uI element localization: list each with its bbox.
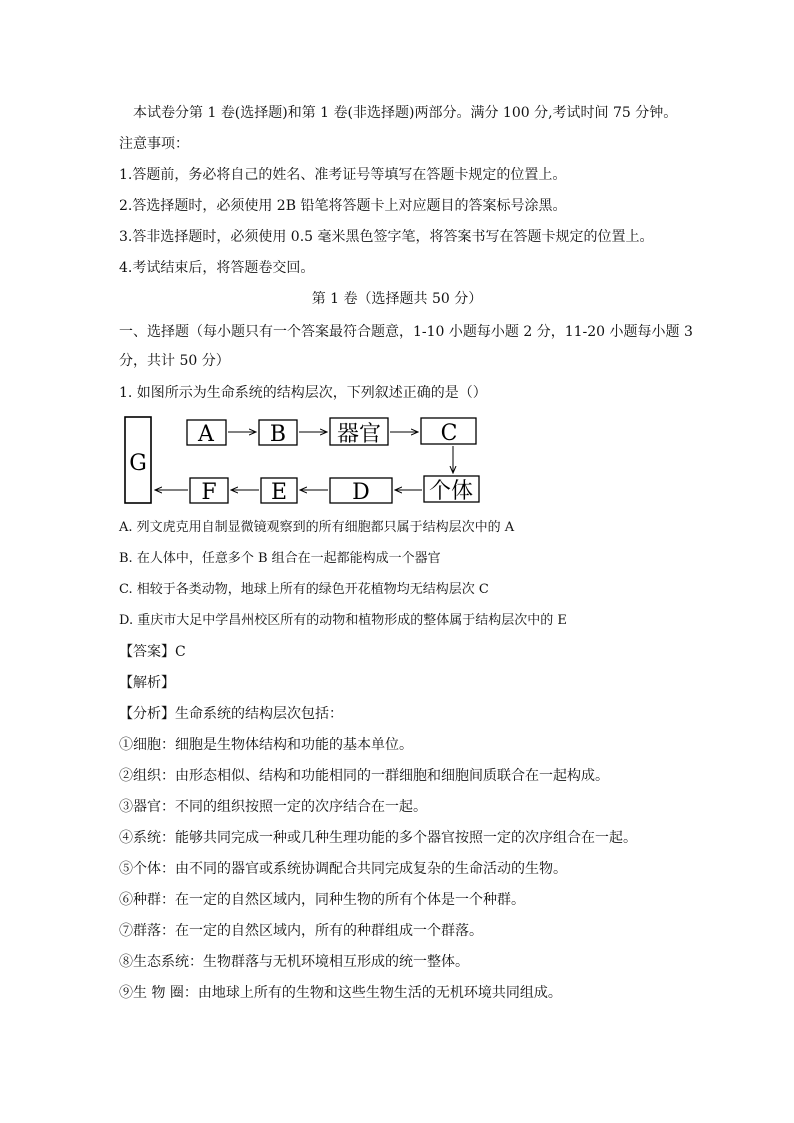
level-label-f: F [201,480,217,505]
section-heading-line1: 一、选择题（每小题只有一个答案最符合题意，1-10 小题每小题 2 分，11-20 小题每小题 3 [119,324,693,340]
analysis-item: ③器官：不同的组织按照一定的次序结合在一起。 [119,799,427,815]
note-item: 1.答题前，务必将自己的姓名、准考证号等填写在答题卡规定的位置上。 [119,167,567,183]
option-a: A. 列文虎克用自制显微镜观察到的所有细胞都只属于结构层次中的 A [119,520,515,535]
option-b: B. 在人体中，任意多个 B 组合在一起都能构成一个器官 [119,551,441,566]
analysis-item: ⑦群落：在一定的自然区域内，所有的种群组成一个群落。 [119,923,483,939]
level-label-d: D [352,480,370,505]
level-label-a: A [198,422,214,447]
question-1-stem: 1. 如图所示为生命系统的结构层次，下列叙述正确的是（） [119,385,487,401]
analysis-heading: 【解析】 [119,675,175,691]
analysis-item: ②组织：由形态相似、结构和功能相同的一群细胞和细胞间质联合在一起构成。 [119,768,609,784]
intro-text: 本试卷分第 1 卷(选择题)和第 1 卷(非选择题)两部分。满分 100 分,考试时间 75 分钟。 [133,105,678,121]
option-c: C. 相较于各类动物，地球上所有的绿色开花植物均无结构层次 C [119,582,489,597]
note-item: 3.答非选择题时，必须使用 0.5 毫米黑色签字笔，将答案书写在答题卡规定的位置上。 [119,229,654,245]
level-label-e: E [270,480,288,505]
answer: 【答案】C [119,644,186,660]
analysis-item: ⑥种群：在一定的自然区域内，同种生物的所有个体是一个种群。 [119,892,525,908]
analysis-item: ⑧生态系统：生物群落与无机环境相互形成的统一整体。 [119,954,469,970]
analysis-item: ①细胞：细胞是生物体结构和功能的基本单位。 [119,737,413,753]
note-item: 2.答选择题时，必须使用 2B 铅笔将答题卡上对应题目的答案标号涂黑。 [119,198,567,214]
option-d: D. 重庆市大足中学昌州校区所有的动物和植物形成的整体属于结构层次中的 E [119,613,567,628]
analysis-item: ⑨生 物 圈：由地球上所有的生物和这些生物生活的无机环境共同组成。 [119,985,562,1001]
level-label-individual: 个体 [428,479,474,504]
level-label-b: B [269,422,287,447]
analysis-intro: 【分析】生命系统的结构层次包括： [119,706,343,722]
level-label-c: C [440,421,458,446]
level-label-organ: 器官 [336,422,382,447]
structure-levels-diagram [118,410,488,510]
section-heading-line2: 分，共计 50 分） [119,353,230,369]
analysis-item: ⑤个体：由不同的器官或系统协调配合共同完成复杂的生命活动的生物。 [119,861,567,877]
notes-heading: 注意事项： [119,136,189,152]
analysis-item: ④系统：能够共同完成一种或几种生理功能的多个器官按照一定的次序组合在一起。 [119,830,637,846]
level-label-g: G [129,451,147,476]
volume-title: 第 1 卷（选择题共 50 分） [311,291,483,307]
note-item: 4.考试结束后，将答题卷交回。 [119,260,315,276]
